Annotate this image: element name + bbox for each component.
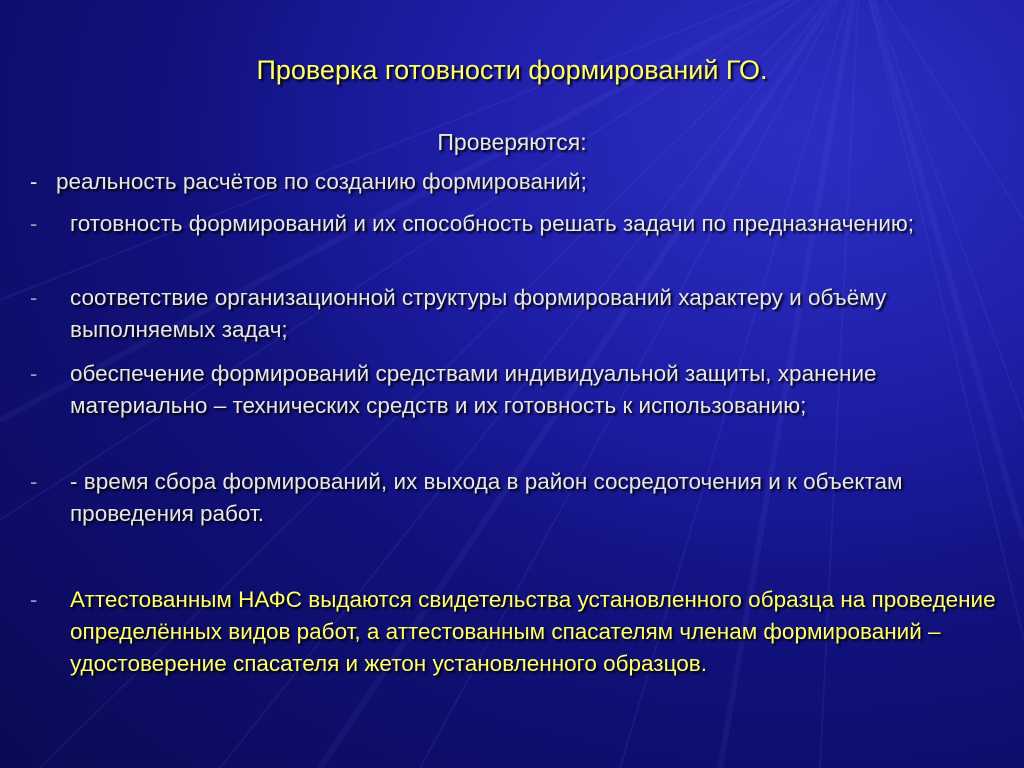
list-item-text: соответствие организационной структуры формирований характеру и объёму выполняемых задач;	[70, 285, 887, 342]
bullet-marker: -	[30, 587, 38, 612]
list-item-text: - время сбора формирований, их выхода в район сосредоточения и к объектам проведения работ.	[70, 469, 903, 526]
bullet-marker: -	[30, 169, 38, 194]
bullet-marker: -	[30, 211, 38, 236]
slide-title: Проверка готовности формирований ГО.	[256, 55, 768, 85]
bullet-marker: -	[30, 361, 38, 386]
list-item-text: обеспечение формирований средствами индивидуальной защиты, хранение материально – технических средств и их готовность к использованию;	[70, 361, 877, 418]
bullet-marker: -	[30, 285, 38, 310]
list-item-text: готовность формирований и их способность решать задачи по предназначению;	[70, 211, 915, 236]
slide-subtitle: Проверяются:	[437, 129, 587, 155]
list-item-text: реальность расчётов по созданию формирований;	[56, 169, 587, 194]
note-text: Аттестованным НАФС выдаются свидетельства установленного образца на проведение определённых видов работ, а аттестованным спасателям членам формирований – удостоверение спасателя и жетон установленного образцов.	[70, 587, 996, 676]
bullet-marker: -	[30, 469, 38, 494]
